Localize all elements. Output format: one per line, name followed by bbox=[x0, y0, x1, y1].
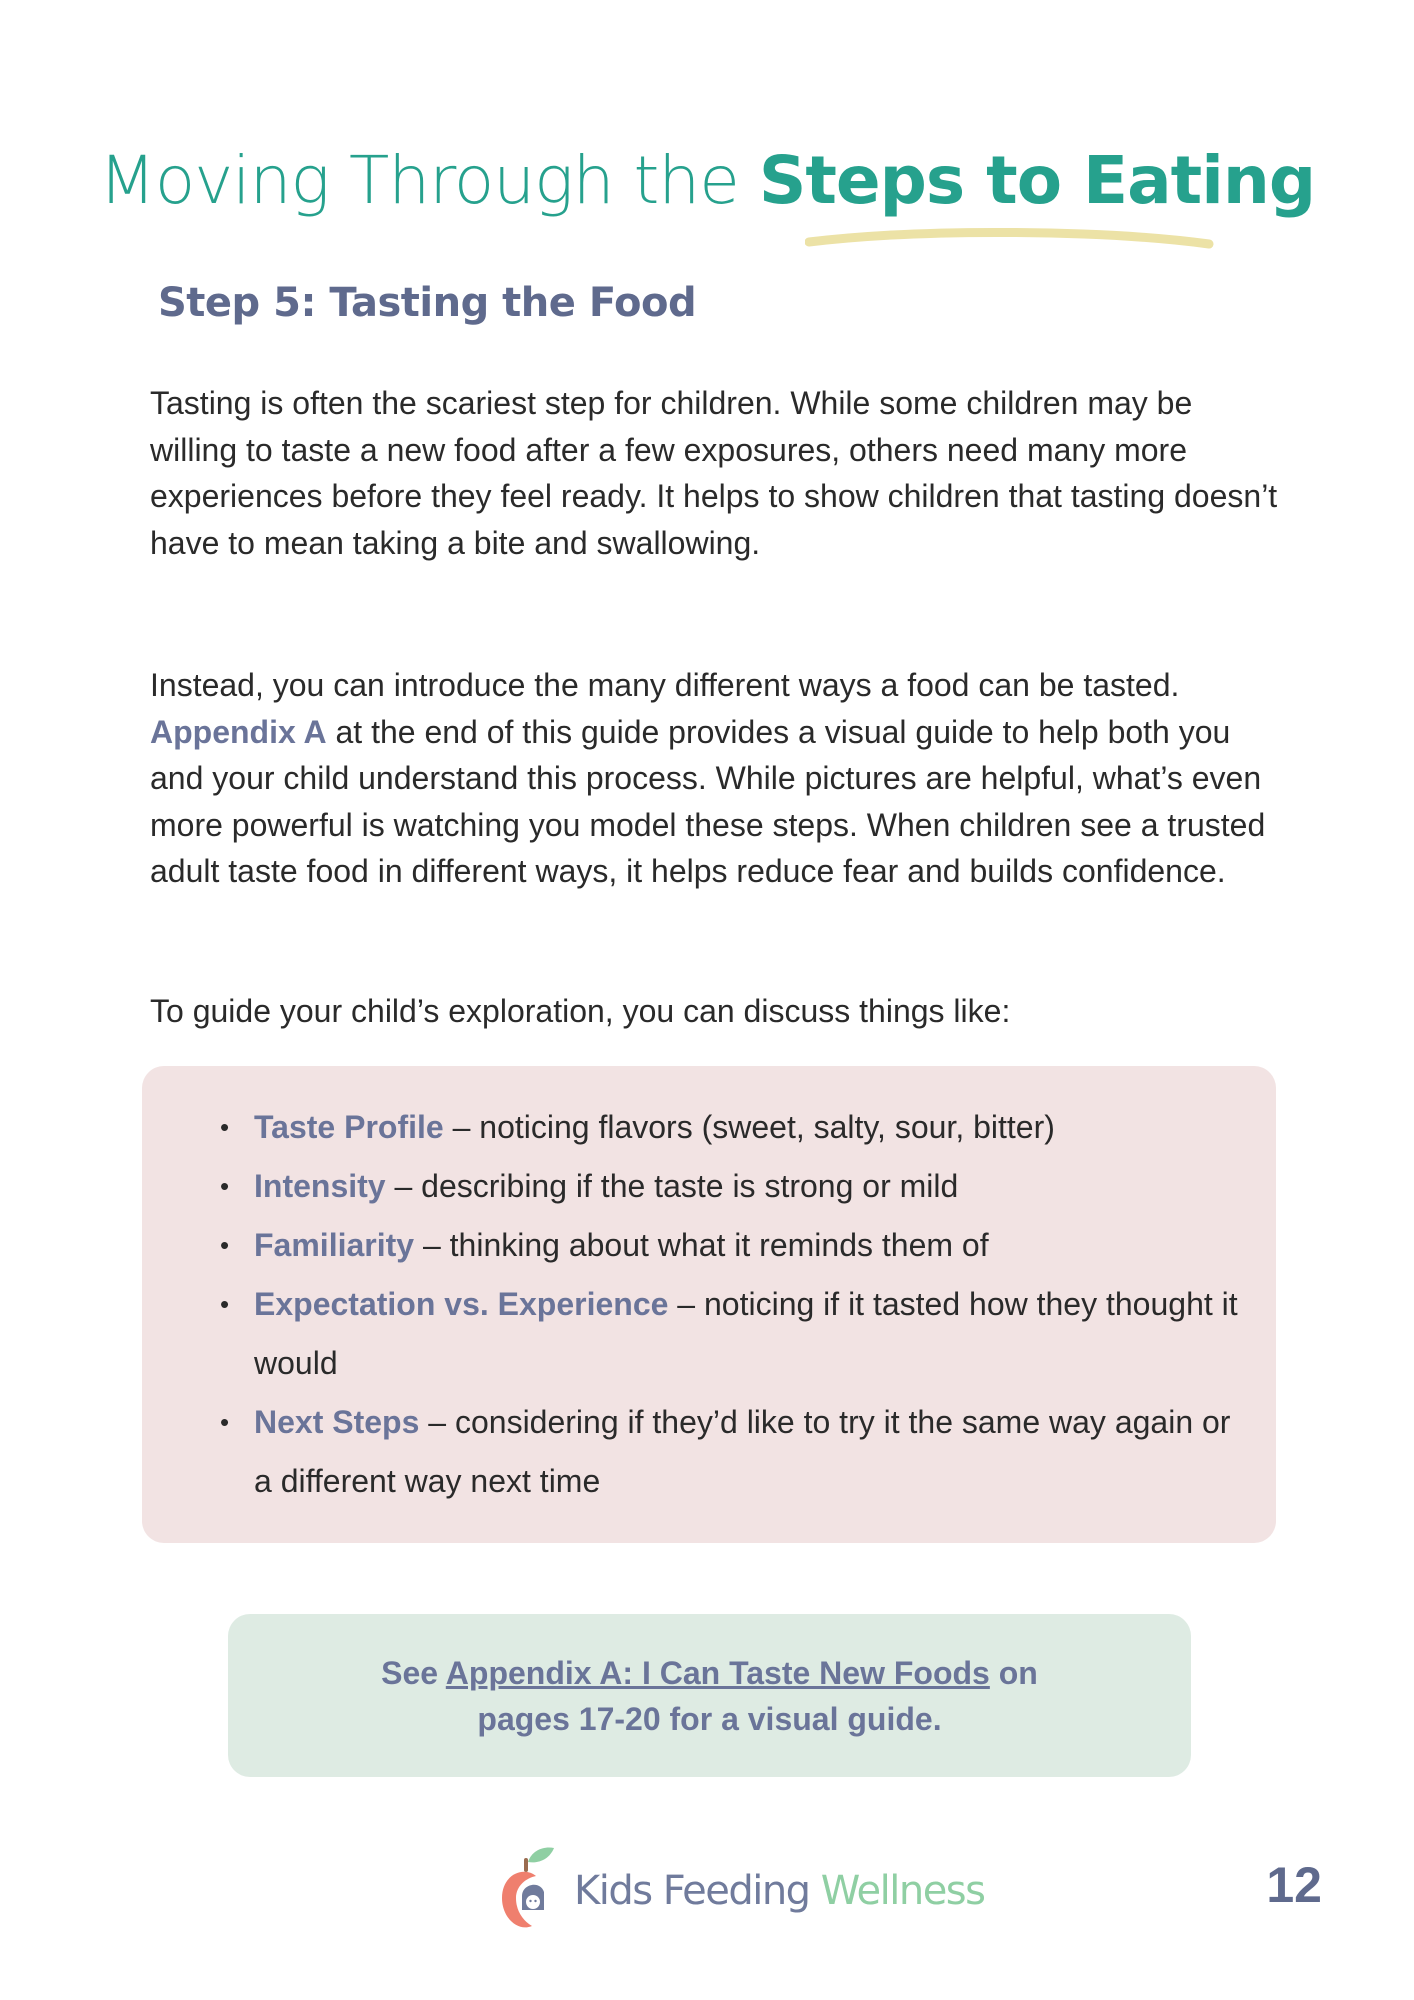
list-item-term: Intensity bbox=[254, 1168, 386, 1204]
list-item bbox=[142, 1157, 1242, 1216]
page-number: 12 bbox=[1266, 1857, 1322, 1913]
bullet-icon: • bbox=[220, 1112, 230, 1142]
brand-logo bbox=[496, 1840, 985, 1936]
apple-logo-icon bbox=[496, 1840, 560, 1936]
appendix-callout bbox=[228, 1614, 1191, 1777]
list-item bbox=[142, 1216, 1242, 1275]
list-item-term: Next Steps bbox=[254, 1404, 420, 1440]
callout-on: on bbox=[989, 1654, 1038, 1691]
callout-see: See bbox=[381, 1654, 446, 1691]
page-title-bold: Steps to Eating bbox=[758, 142, 1316, 219]
paragraph-appendix bbox=[150, 662, 1280, 895]
callout-line-1 bbox=[381, 1650, 1038, 1696]
list-item bbox=[142, 1098, 1242, 1157]
list-item bbox=[142, 1275, 1242, 1393]
list-item-term: Expectation vs. Experience bbox=[254, 1286, 669, 1322]
step-heading: Step 5: Tasting the Food bbox=[158, 280, 697, 326]
bullet-icon: • bbox=[220, 1407, 230, 1437]
page-title bbox=[0, 136, 1414, 226]
callout-line-2: pages 17-20 for a visual guide. bbox=[477, 1700, 942, 1737]
brand-name-wellness: Wellness bbox=[820, 1868, 985, 1914]
paragraph-appendix-before: Instead, you can introduce the many different ways a food can be tasted. bbox=[150, 667, 1180, 703]
list-item-text: – considering if they’d like to try it the same way again or a different way next time bbox=[254, 1404, 1231, 1499]
appendix-a-link[interactable]: Appendix A: I Can Taste New Foods bbox=[445, 1654, 990, 1691]
list-item-text: – thinking about what it reminds them of bbox=[414, 1227, 989, 1263]
bullet-icon: • bbox=[220, 1171, 230, 1201]
brand-name-kids: Kids Feeding bbox=[574, 1868, 821, 1914]
brand-name bbox=[574, 1868, 984, 1914]
appendix-a-highlight: Appendix A bbox=[150, 713, 327, 750]
bullet-icon: • bbox=[220, 1289, 230, 1319]
list-item-text: – noticing flavors (sweet, salty, sour, bitter) bbox=[443, 1109, 1055, 1145]
paragraph-appendix-after: at the end of this guide provides a visual guide to help both you and your child understand this process. While pictures are helpful, what’s even more powerful is watching you model these steps. When children see a trusted adult taste food in different ways, it helps reduce fear and builds confidence. bbox=[150, 713, 1266, 889]
title-underline-swoosh bbox=[805, 220, 1215, 254]
list-item-text: – noticing if it tasted how they thought it would bbox=[254, 1286, 1238, 1381]
list-item-term: Taste Profile bbox=[254, 1109, 444, 1145]
paragraph-intro: Tasting is often the scariest step for children. While some children may be willing to taste a new food after a few exposures, others need many more experiences before they feel ready. It helps to show children that tasting doesn’t have to mean taking a bite and swallowing. bbox=[150, 385, 1278, 561]
list-item-text: – describing if the taste is strong or mild bbox=[385, 1168, 959, 1204]
paragraph-guide-intro: To guide your child’s exploration, you can discuss things like: bbox=[150, 993, 1011, 1029]
discussion-topics-list bbox=[142, 1098, 1242, 1511]
bullet-icon: • bbox=[220, 1230, 230, 1260]
page-title-light: Moving Through the bbox=[98, 142, 759, 219]
list-item-term: Familiarity bbox=[254, 1227, 415, 1263]
list-item bbox=[142, 1393, 1242, 1511]
